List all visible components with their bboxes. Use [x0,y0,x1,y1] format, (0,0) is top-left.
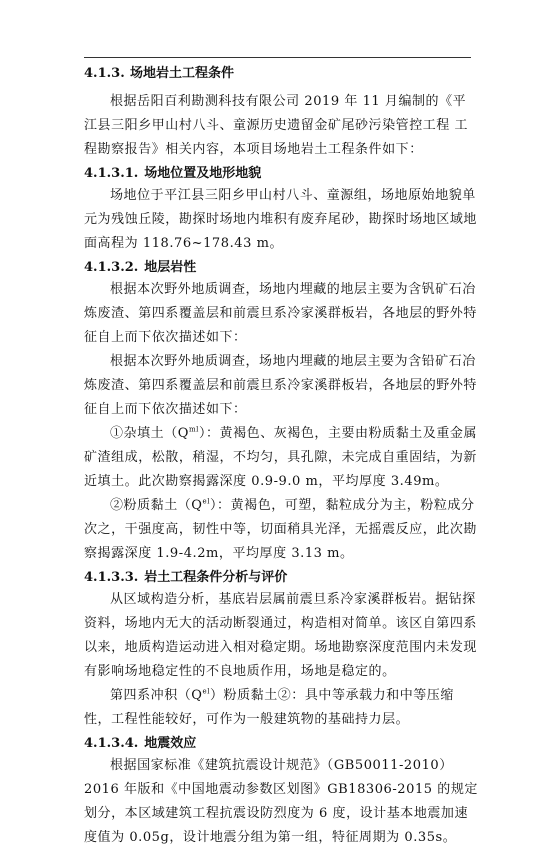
section-heading-4-1-3-4 [84,734,478,754]
section-heading-4-1-3-2 [84,258,478,278]
silty-clay-prefix: ②粉质黏土（Q [110,498,203,513]
section-heading-4-1-3-3 [84,568,478,588]
silty-clay-paragraph [84,494,478,566]
strata-paragraph-2: 根据本次野外地质调查，场地内埋藏的地层主要为含铅矿石冶炼废渣、第四系覆盖层和前震旦系冷家溪群板岩，各地层的野外特征自上而下依次描述如下： [84,354,477,417]
section-title: 岩土工程条件分析与评价 [144,570,288,585]
section-number: 4.1.3.4. [84,736,139,751]
analysis-superscript: el [202,687,210,696]
seismic-paragraph: 根据国家标准《建筑抗震设计规范》（GB50011-2010）2016 年版和《中国地震动参数区划图》GB18306-2015 的规定划分，本区域建筑工程抗震设防烈度为 6 度，设计基本地震加速度值为 0.05g，设计地震分组为第一组，特征周期为 0.35s。 [84,758,478,845]
silty-clay-text: ）：黄褐色，可塑，黏粒成分为主，粉粒成分次之，干强度高，韧性中等，切面稍具光泽，无摇震反应，此次勘察揭露深度 1.9-4.2m，平均厚度 3.13 m。 [84,498,477,561]
section-number: 4.1.3. [84,66,125,81]
section-heading-4-1-3 [84,64,478,84]
intro-paragraph: 根据岳阳百利勘测科技有限公司 2019 年 11 月编制的《平江县三阳乡甲山村八斗、童源历史遗留金矿尾砂污染管控工程 工程勘察报告》相关内容，本项目场地岩土工程条件如下： [84,94,469,157]
fill-soil-paragraph [84,422,478,494]
section-number: 4.1.3.2. [84,260,139,275]
strata-paragraph-1: 根据本次野外地质调查，场地内埋藏的地层主要为含钒矿石冶炼废渣、第四系覆盖层和前震旦系冷家溪群板岩，各地层的野外特征自上而下依次描述如下： [84,282,477,345]
analysis-paragraph-2 [84,684,478,732]
section-title: 场地岩土工程条件 [130,66,235,81]
section-title: 地震效应 [144,736,197,751]
section-title: 场地位置及地形地貌 [144,166,262,181]
analysis-paragraph-1: 从区域构造分析，基底岩层属前震旦系冷家溪群板岩。据钻探资料，场地内无大的活动断裂通过，构造相对简单。该区自第四系以来，地质构造运动进入相对稳定期。场地勘察深度范围内未发现有影响场地稳定性的不良地质作用，场地是稳定的。 [84,592,477,679]
analysis-text: ）粉质黏土②：具中等承载力和中等压缩性，工程性能较好，可作为一般建筑物的基础持力层。 [84,688,454,727]
fill-soil-superscript: ml [188,425,199,434]
header-rule [84,57,471,58]
section-title: 地层岩性 [144,260,197,275]
section-heading-4-1-3-1 [84,164,478,184]
section-number: 4.1.3.1. [84,166,139,181]
analysis-prefix: 第四系冲积（Q [110,688,203,703]
fill-soil-prefix: ①杂填土（Q [110,426,189,441]
section-number: 4.1.3.3. [84,570,139,585]
silty-clay-superscript: el [202,497,210,506]
site-location-paragraph: 场地位于平江县三阳乡甲山村八斗、童源组，场地原始地貌单元为残蚀丘陵，勘探时场地内堆积有废弃尾砂，勘探时场地区域地面高程为 118.76~178.43 m。 [84,188,477,251]
fill-soil-text: ）：黄褐色、灰褐色，主要由粉质黏土及重金属矿渣组成，松散，稍湿，不均匀，具孔隙，未完成自重固结，为新近填土。此次勘察揭露深度 0.9-9.0 m，平均厚度 3.49m。 [84,426,478,489]
document-body [84,64,478,850]
